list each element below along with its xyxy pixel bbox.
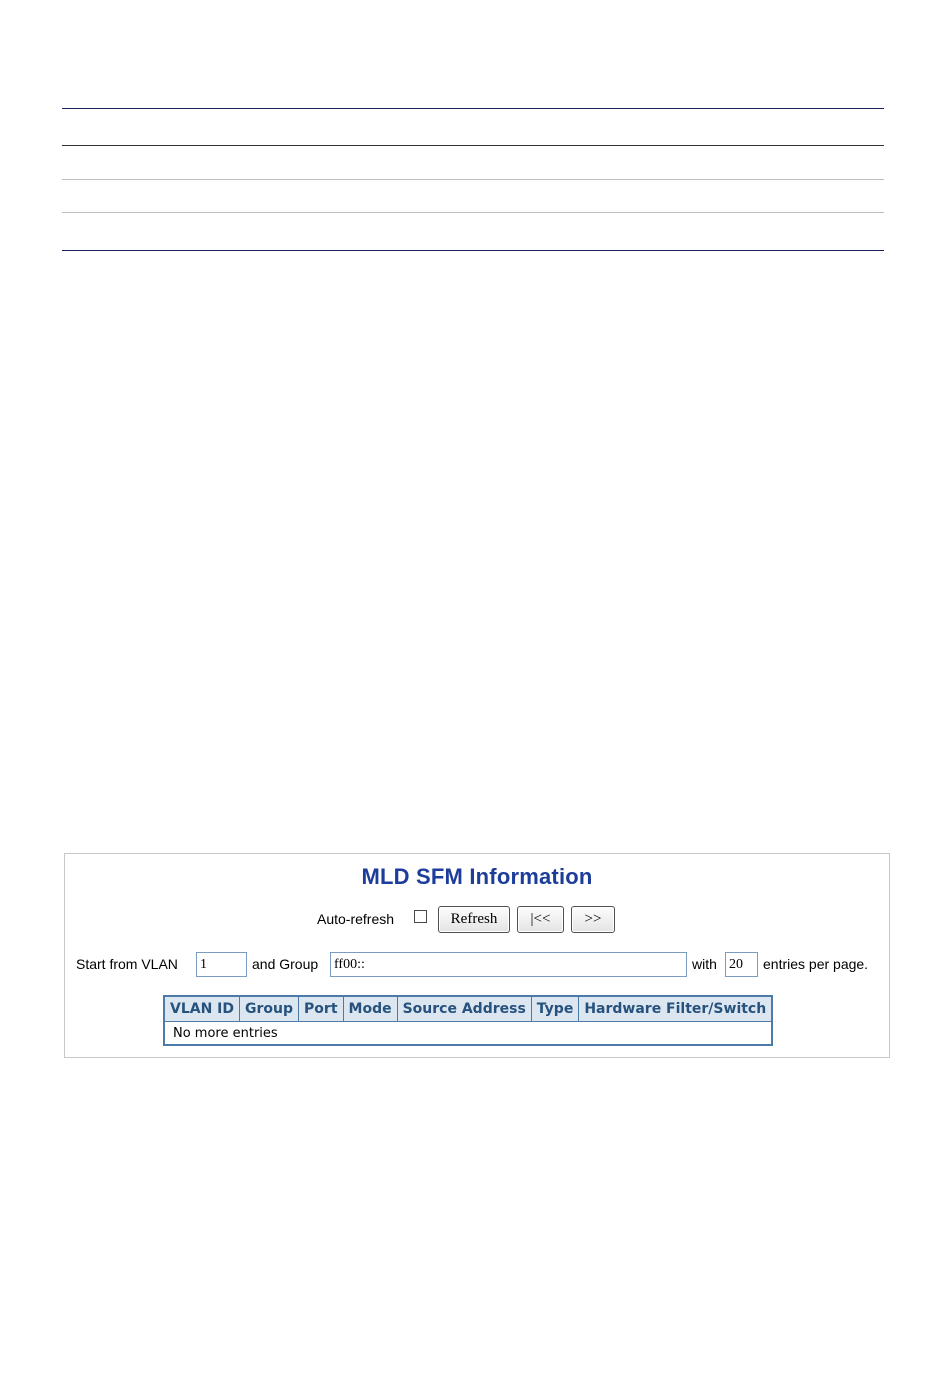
column-header-source-address: Source Address (397, 996, 531, 1022)
column-header-vlan-id: VLAN ID (164, 996, 240, 1022)
column-header-mode: Mode (343, 996, 397, 1022)
auto-refresh-label: Auto-refresh (317, 911, 395, 927)
first-page-button[interactable]: |<< (517, 906, 564, 933)
filter-row (65, 951, 889, 979)
mld-sfm-panel (64, 853, 890, 1058)
entries-per-page-input[interactable]: 20 (725, 952, 758, 977)
sfm-table (163, 995, 773, 1046)
auto-refresh-checkbox[interactable] (414, 910, 427, 923)
table-header-row (164, 996, 772, 1022)
refresh-toolbar (65, 906, 889, 934)
document-rule-header (62, 145, 884, 146)
group-input[interactable]: ff00:: (330, 952, 687, 977)
column-header-type: Type (531, 996, 579, 1022)
group-label: and Group (252, 956, 319, 972)
entries-per-page-label: entries per page. (763, 956, 869, 972)
next-page-button[interactable]: >> (571, 906, 615, 933)
page-title: MLD SFM Information (361, 864, 593, 889)
document-rule-row (62, 212, 884, 213)
table-row (164, 1022, 772, 1046)
document-rule-bottom (62, 250, 884, 251)
column-header-port: Port (299, 996, 343, 1022)
start-vlan-label: Start from VLAN (76, 956, 178, 972)
refresh-button[interactable]: Refresh (438, 906, 510, 933)
column-header-hardware-filter-switch: Hardware Filter/Switch (579, 996, 772, 1022)
empty-table-message: No more entries (164, 1022, 772, 1046)
document-rule-row (62, 179, 884, 180)
document-rule-top (62, 108, 884, 109)
with-label: with (692, 956, 717, 972)
column-header-group: Group (240, 996, 299, 1022)
start-vlan-input[interactable]: 1 (196, 952, 247, 977)
